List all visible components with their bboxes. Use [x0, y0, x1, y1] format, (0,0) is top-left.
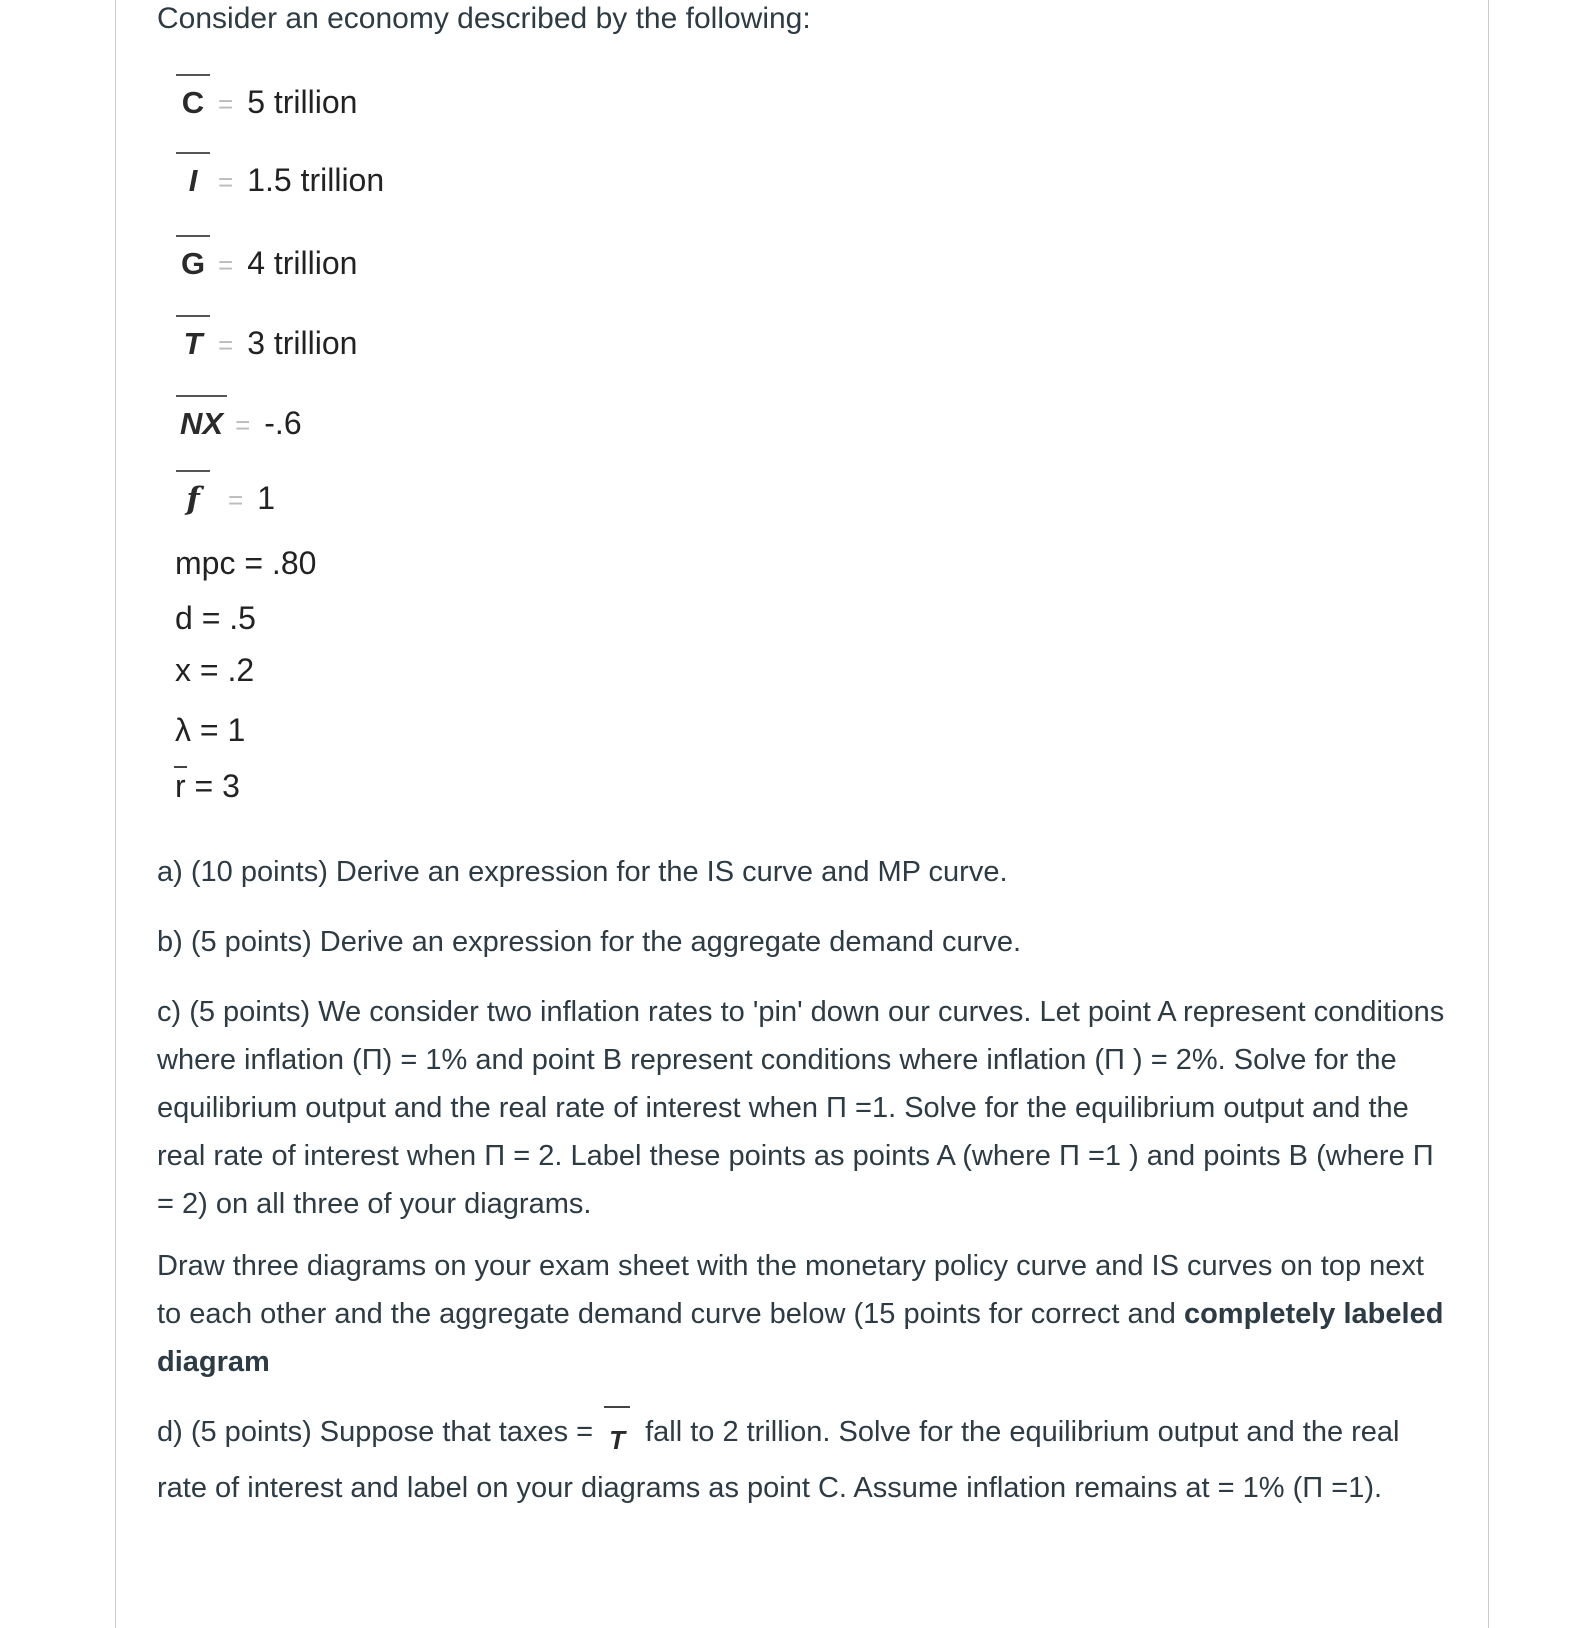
value-r: = 3 — [185, 768, 240, 804]
value-c: 5 trillion — [247, 84, 358, 120]
draw-bold-text: completely labeled diagram — [157, 1298, 1444, 1378]
var-row-g — [180, 245, 357, 282]
param-mpc: mpc = .80 — [175, 545, 317, 581]
draw-instructions — [157, 1242, 1447, 1386]
equals-sign: = — [218, 89, 234, 119]
param-d: d = .5 — [175, 600, 256, 636]
equals-sign: = — [218, 250, 234, 280]
param-lambda: λ = 1 — [175, 712, 246, 748]
intro-text: Consider an economy described by the following: — [157, 2, 811, 35]
question-d-part2: fall to 2 trillion. Solve for the equilibrium output and the real rate of interest and label on your diagrams as point C. Assume inflation remains at = 1% (Π =1). — [157, 1416, 1400, 1504]
symbol-t-bar-inline: T — [609, 1412, 625, 1468]
symbol-r-bar: r — [175, 768, 186, 804]
var-row-f — [180, 480, 275, 517]
value-f: 1 — [257, 480, 275, 516]
var-row-c — [180, 84, 357, 121]
var-row-nx — [180, 405, 302, 442]
symbol-f-bar: f — [180, 481, 206, 517]
param-r — [175, 768, 240, 805]
question-b: b) (5 points) Derive an expression for the aggregate demand curve. — [157, 926, 1022, 958]
var-row-t — [180, 325, 357, 362]
equals-sign: = — [235, 410, 251, 440]
value-g: 4 trillion — [247, 245, 358, 281]
question-c: c) (5 points) We consider two inflation rates to 'pin' down our curves. Let point A represent conditions where inflation (Π) = 1% and point B represent conditions where inflation (Π ) = 2%. Solve for the equilibrium output and the real rate of interest when Π =1. Solve for the equilibrium output and the real rate of interest when Π = 2. Label these points as points A (where Π =1 ) and points B (where Π = 2) on all three of your diagrams. — [157, 996, 1445, 1220]
equals-sign: = — [218, 330, 234, 360]
question-d — [157, 1404, 1447, 1516]
symbol-c-bar: C — [181, 85, 205, 120]
value-nx: -.6 — [264, 405, 302, 441]
symbol-g-bar: G — [180, 246, 206, 281]
symbol-nx-bar: NX — [180, 406, 224, 441]
value-t: 3 trillion — [247, 325, 358, 361]
draw-text: Draw three diagrams on your exam sheet with the monetary policy curve and IS curves on top next to each other and the aggregate demand curve below (15 points for correct and — [157, 1250, 1424, 1330]
equals-sign: = — [218, 167, 234, 197]
symbol-t-bar: T — [180, 326, 206, 362]
question-a: a) (10 points) Derive an expression for the IS curve and MP curve. — [157, 856, 1008, 888]
var-row-i — [180, 162, 384, 199]
symbol-i-bar: I — [180, 163, 206, 199]
question-d-part1: d) (5 points) Suppose that taxes = — [157, 1416, 602, 1448]
param-x: x = .2 — [175, 652, 255, 688]
equals-sign: = — [228, 485, 244, 515]
value-i: 1.5 trillion — [247, 162, 385, 198]
